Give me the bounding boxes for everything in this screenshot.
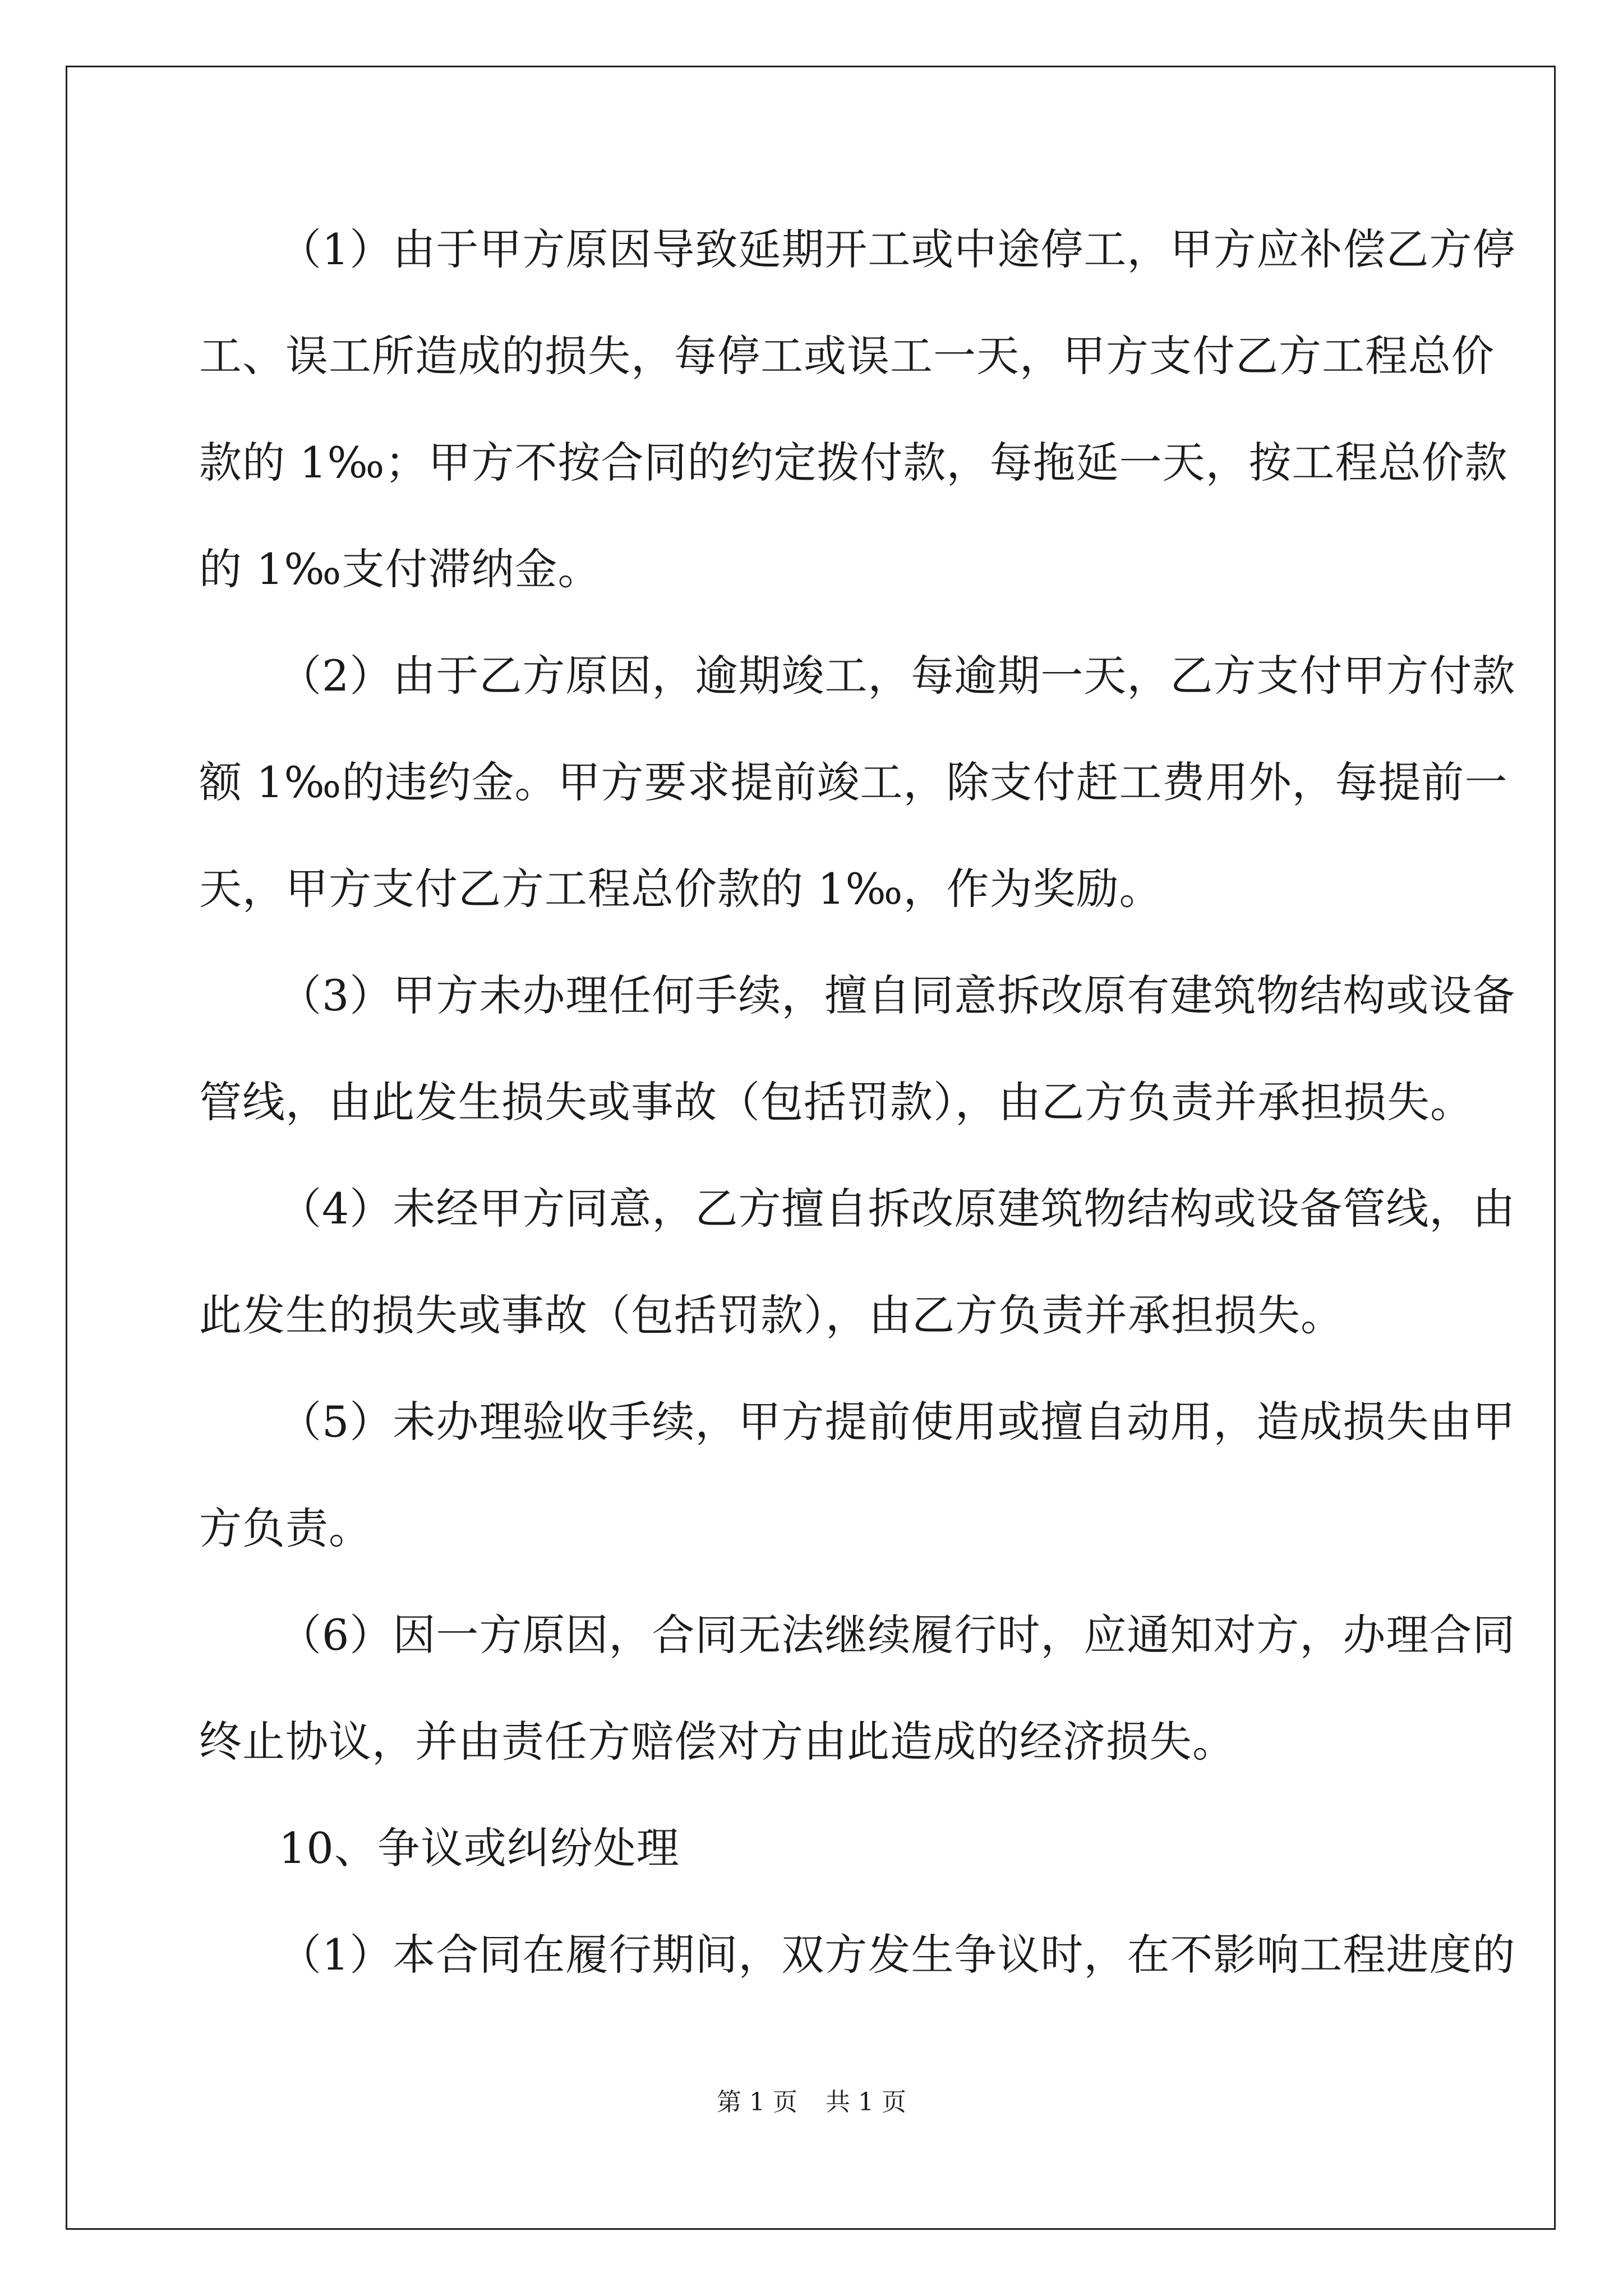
page-footer bbox=[0, 2086, 1623, 2119]
paragraph-line: （1）本合同在履行期间，双方发生争议时，在不影响工程进度的 bbox=[279, 1930, 1516, 1980]
paragraph-line: 终止协议，并由责任方赔偿对方由此造成的经济损失。 bbox=[199, 1717, 1235, 1766]
paragraph-line: 方负责。 bbox=[199, 1503, 372, 1553]
paragraph-line: 工、误工所造成的损失，每停工或误工一天，甲方支付乙方工程总价 bbox=[199, 331, 1495, 381]
page-number-total: 共 1 页 bbox=[826, 2088, 906, 2116]
page-border bbox=[66, 66, 1556, 2230]
paragraph-line: 此发生的损失或事故（包括罚款），由乙方负责并承担损失。 bbox=[199, 1290, 1344, 1340]
paragraph-line: （2）由于乙方原因，逾期竣工，每逾期一天，乙方支付甲方付款 bbox=[279, 651, 1516, 701]
paragraph-line: （1）由于甲方原因导致延期开工或中途停工，甲方应补偿乙方停 bbox=[279, 224, 1516, 274]
paragraph-line: 额 1‰的违约金。甲方要求提前竣工，除支付赶工费用外，每提前一 bbox=[199, 757, 1508, 807]
paragraph-line: 管线，由此发生损失或事故（包括罚款），由乙方负责并承担损失。 bbox=[199, 1077, 1473, 1127]
paragraph-line: （5）未办理验收手续，甲方提前使用或擅自动用，造成损失由甲 bbox=[279, 1397, 1516, 1447]
paragraph-line: （4）未经甲方同意，乙方擅自拆改原建筑物结构或设备管线，由 bbox=[279, 1184, 1516, 1234]
paragraph-line: 天，甲方支付乙方工程总价款的 1‰，作为奖励。 bbox=[199, 864, 1163, 914]
section-heading: 10、争议或纠纷处理 bbox=[279, 1823, 680, 1873]
paragraph-line: 款的 1‰；甲方不按合同的约定拨付款，每拖延一天，按工程总价款 bbox=[199, 438, 1508, 487]
page-number-current: 第 1 页 bbox=[717, 2088, 797, 2116]
paragraph-line: （6）因一方原因，合同无法继续履行时，应通知对方，办理合同 bbox=[279, 1610, 1516, 1660]
paragraph-line: （3）甲方未办理任何手续，擅自同意拆改原有建筑物结构或设备 bbox=[279, 970, 1516, 1020]
paragraph-line: 的 1‰支付滞纳金。 bbox=[199, 544, 601, 594]
